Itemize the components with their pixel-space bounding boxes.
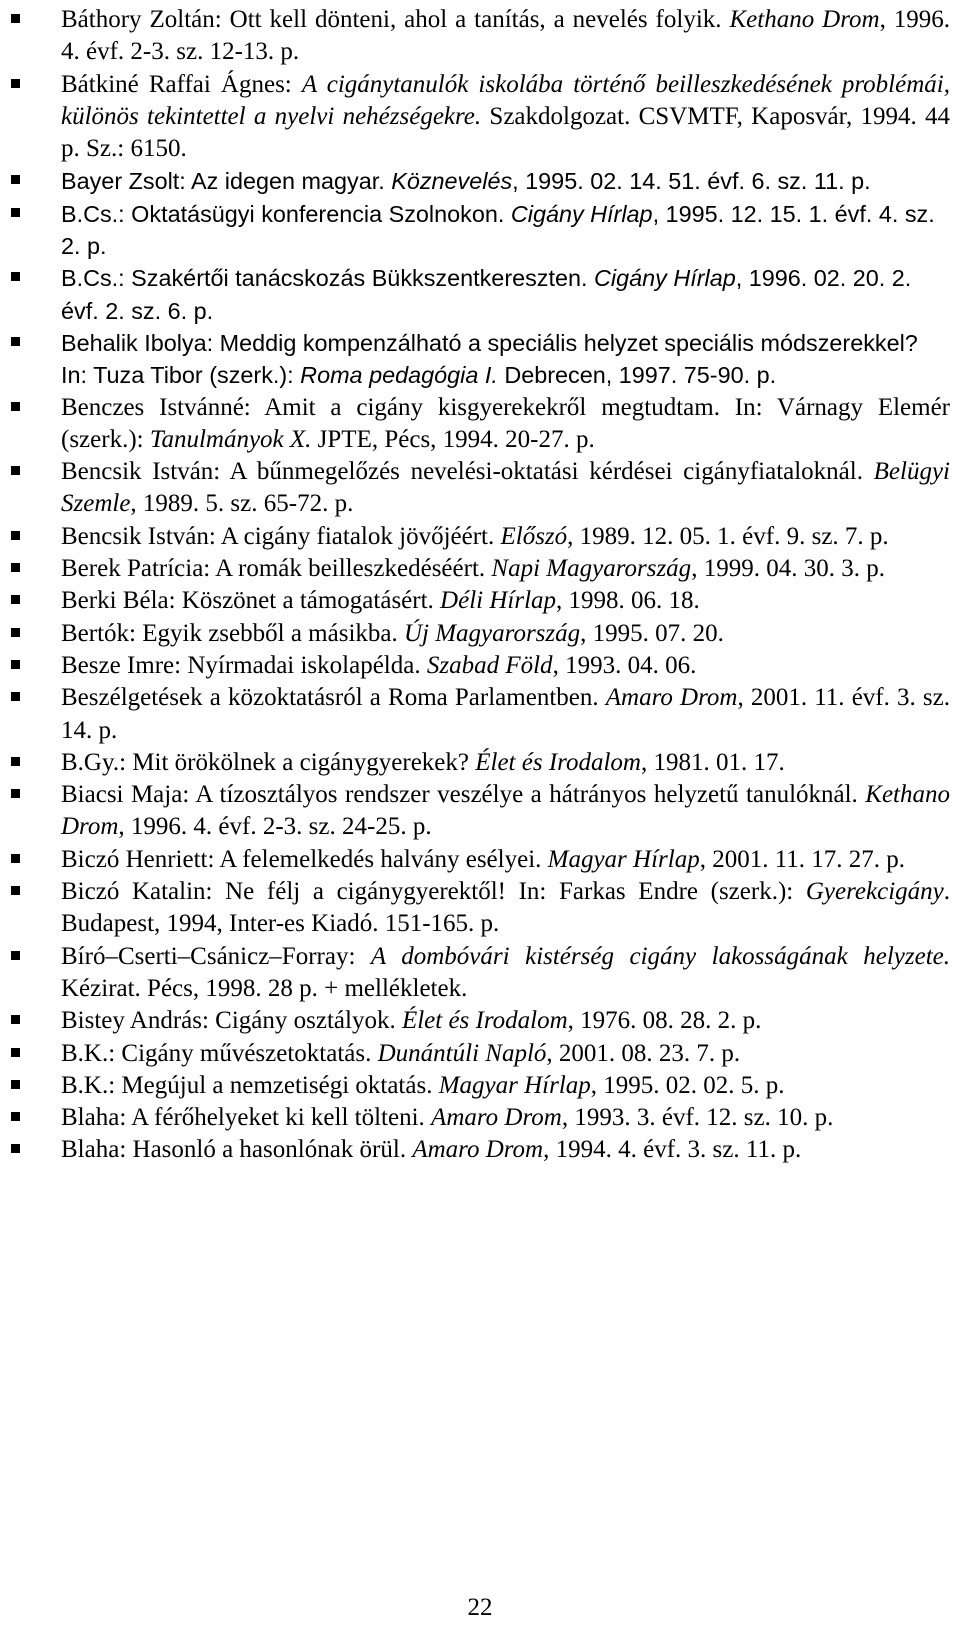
entry-text: , 1993. 04. 06. — [552, 651, 697, 679]
entry-text: Bertók: Egyik zsebből a másikba. — [61, 619, 404, 647]
entry-title-italic: Magyar Hírlap — [547, 845, 700, 873]
bibliography-entry — [0, 521, 960, 553]
entry-title-italic: A dombóvári kistérség cigány lakosságának helyzete. — [370, 942, 950, 970]
square-bullet-icon — [11, 854, 20, 863]
entry-title-italic: Roma pedagógia I. — [300, 362, 498, 389]
entry-text: Debrecen, 1997. 75-90. p. — [497, 362, 777, 389]
bibliography-entry — [0, 1038, 960, 1070]
entry-title-italic: Magyar Hírlap — [438, 1071, 591, 1099]
entry-text: Behalik Ibolya: Meddig kompenzálható a speciális helyzet speciális módszerekkel? In: Tuza Tibor (szerk.): — [61, 329, 918, 389]
bibliography-entry — [0, 1005, 960, 1037]
entry-title-italic: Napi Magyarország — [491, 555, 692, 583]
entry-text: , 1989. 5. sz. 65-72. p. — [130, 490, 354, 518]
square-bullet-icon — [11, 1048, 20, 1057]
entry-title-italic: Cigány Hírlap — [594, 265, 736, 292]
square-bullet-icon — [11, 595, 20, 604]
bibliography-entry — [0, 1070, 960, 1102]
bibliography-entry — [0, 876, 960, 941]
entry-title-italic: Kethano Drom — [61, 781, 950, 841]
entry-text: Benczes Istvánné: Amit a cigány kisgyerekekről megtudtam. In: Várnagy Elemér (szerk.): — [61, 393, 950, 453]
square-bullet-icon — [11, 628, 20, 637]
entry-text: Szakdolgozat. CSVMTF, Kaposvár, 1994. 44 p. Sz.: 6150. — [61, 102, 950, 163]
entry-title-italic: Dunántúli Napló — [377, 1039, 547, 1067]
entry-title-italic: Déli Hírlap — [440, 587, 557, 615]
entry-text: Bayer Zsolt: Az idegen magyar. — [61, 168, 392, 195]
entry-text: , 1976. 08. 28. 2. p. — [567, 1007, 762, 1035]
square-bullet-icon — [11, 208, 20, 217]
bibliography-entry — [0, 1134, 960, 1166]
square-bullet-icon — [11, 757, 20, 766]
square-bullet-icon — [11, 175, 20, 184]
entry-text: Berek Patrícia: A romák beilleszkedéséért. — [61, 555, 492, 583]
bibliography-list — [0, 4, 960, 1167]
bibliography-entry — [0, 1102, 960, 1134]
bibliography-entry — [0, 165, 960, 197]
entry-text: B.Cs.: Szakértői tanácskozás Bükkszentkereszten. — [61, 265, 595, 292]
square-bullet-icon — [11, 692, 20, 701]
square-bullet-icon — [11, 1080, 20, 1089]
entry-title-italic: Kethano Drom — [729, 6, 880, 33]
bibliography-entry — [0, 779, 960, 844]
bibliography-entry — [0, 392, 960, 457]
square-bullet-icon — [11, 951, 20, 960]
bibliography-entry — [0, 456, 960, 521]
square-bullet-icon — [11, 660, 20, 669]
entry-text: Báthory Zoltán: Ott kell dönteni, ahol a tanítás, a nevelés folyik. — [61, 6, 730, 33]
entry-text: , 1996. 02. 20. 2. évf. 2. sz. 6. p. — [61, 265, 912, 324]
bibliography-entry — [0, 262, 960, 327]
square-bullet-icon — [11, 1112, 20, 1121]
bibliography-entry — [0, 941, 960, 1006]
entry-text: , 2001. 08. 23. 7. p. — [546, 1039, 741, 1067]
entry-text: Bencsik István: A bűnmegelőzés nevelési-oktatási kérdései cigányfiataloknál. — [61, 458, 874, 486]
entry-text: Biacsi Maja: A tízosztályos rendszer veszélye a hátrányos helyzetű tanulóknál. — [61, 781, 866, 809]
entry-title-italic: Tanulmányok X. — [149, 425, 312, 453]
entry-title-italic: Köznevelés — [391, 168, 513, 195]
entry-text: , 1995. 02. 02. 5. p. — [590, 1071, 785, 1099]
bibliography-entry — [0, 618, 960, 650]
bibliography-entry — [0, 553, 960, 585]
bibliography-entry — [0, 69, 960, 166]
square-bullet-icon — [11, 531, 20, 540]
entry-title-italic: Gyerekcigány — [805, 878, 944, 906]
entry-title-italic: Cigány Hírlap — [510, 200, 653, 227]
square-bullet-icon — [11, 402, 20, 411]
bibliography-entry — [0, 327, 960, 392]
entry-title-italic: Amaro Drom — [431, 1104, 562, 1132]
entry-text: JPTE, Pécs, 1994. 20-27. p. — [311, 425, 595, 453]
entry-title-italic: Amaro Drom — [605, 684, 738, 712]
entry-text: B.K.: Cigány művészetoktatás. — [61, 1039, 378, 1067]
square-bullet-icon — [11, 886, 20, 895]
entry-text: , 1994. 4. évf. 3. sz. 11. p. — [543, 1136, 802, 1164]
bibliography-entry — [0, 4, 960, 69]
square-bullet-icon — [11, 272, 20, 281]
square-bullet-icon — [11, 1144, 20, 1153]
entry-text: , 1995. 02. 14. 51. évf. 6. sz. 11. p. — [512, 168, 871, 195]
entry-text: Bátkiné Raffai Ágnes: — [61, 70, 302, 98]
entry-text: B.Cs.: Oktatásügyi konferencia Szolnokon. — [61, 200, 511, 227]
bibliography-entry — [0, 585, 960, 617]
entry-text: , 1989. 12. 05. 1. évf. 9. sz. 7. p. — [567, 522, 889, 550]
square-bullet-icon — [11, 1015, 20, 1024]
entry-text: Kézirat. Pécs, 1998. 28 p. + mellékletek. — [61, 974, 468, 1002]
entry-text: B.K.: Megújul a nemzetiségi oktatás. — [61, 1071, 439, 1099]
entry-text: , 1996. 4. évf. 2-3. sz. 24-25. p. — [118, 813, 432, 841]
bibliography-entry — [0, 650, 960, 682]
entry-text: Biczó Henriett: A felemelkedés halvány esélyei. — [61, 845, 548, 873]
square-bullet-icon — [11, 789, 20, 798]
square-bullet-icon — [11, 466, 20, 475]
entry-text: B.Gy.: Mit örökölnek a cigánygyerekek? — [61, 748, 476, 776]
entry-text: . Budapest, 1994, Inter-es Kiadó. 151-165. p. — [61, 878, 950, 938]
entry-text: , 1995. 12. 15. 1. évf. 4. sz. 2. p. — [61, 200, 935, 260]
entry-title-italic: A cigánytanulók iskolába történő beilleszkedésének problémái, különös tekintettel a nyelvi nehézségekre. — [61, 70, 950, 130]
entry-title-italic: Amaro Drom — [412, 1136, 544, 1164]
square-bullet-icon — [11, 337, 20, 346]
entry-title-italic: Előszó — [500, 522, 568, 550]
entry-text: Bíró–Cserti–Csánicz–Forray: — [61, 942, 371, 970]
entry-title-italic: Élet és Irodalom — [475, 748, 641, 776]
entry-text: , 1996. 4. évf. 2-3. sz. 12-13. p. — [61, 6, 951, 66]
entry-text: , 1995. 07. 20. — [580, 619, 724, 647]
entry-text: , 2001. 11. 17. 27. p. — [699, 845, 906, 873]
entry-title-italic: Szabad Föld — [426, 651, 553, 679]
entry-text: Biczó Katalin: Ne félj a cigánygyerektől! In: Farkas Endre (szerk.): — [61, 878, 806, 906]
square-bullet-icon — [11, 79, 20, 88]
bibliography-entry — [0, 844, 960, 876]
entry-text: Bistey András: Cigány osztályok. — [61, 1007, 402, 1035]
entry-text: , 1998. 06. 18. — [556, 587, 700, 615]
bibliography-entry — [0, 682, 960, 747]
entry-title-italic: Élet és Irodalom — [401, 1007, 568, 1035]
bibliography-entry — [0, 747, 960, 779]
square-bullet-icon — [11, 563, 20, 572]
entry-text: Blaha: Hasonló a hasonlónak örül. — [61, 1136, 413, 1164]
bibliography-entry — [0, 198, 960, 263]
square-bullet-icon — [11, 14, 20, 23]
entry-text: Besze Imre: Nyírmadai iskolapélda. — [61, 651, 427, 679]
entry-text: Berki Béla: Köszönet a támogatásért. — [61, 587, 441, 615]
page-number: 22 — [467, 1594, 493, 1621]
entry-text: Beszélgetések a közoktatásról a Roma Parlamentben. — [61, 684, 606, 712]
entry-text: Blaha: A férőhelyeket ki kell tölteni. — [61, 1104, 432, 1132]
entry-title-italic: Új Magyarország — [403, 619, 581, 647]
entry-text: , 1999. 04. 30. 3. p. — [691, 555, 885, 583]
entry-title-italic: Belügyi Szemle — [61, 458, 950, 518]
entry-text: , 1993. 3. évf. 12. sz. 10. p. — [561, 1104, 834, 1132]
entry-text: , 2001. 11. évf. 3. sz. 14. p. — [61, 684, 950, 744]
entry-text: Bencsik István: A cigány fiatalok jövőjéért. — [61, 522, 501, 550]
entry-text: , 1981. 01. 17. — [640, 748, 785, 776]
